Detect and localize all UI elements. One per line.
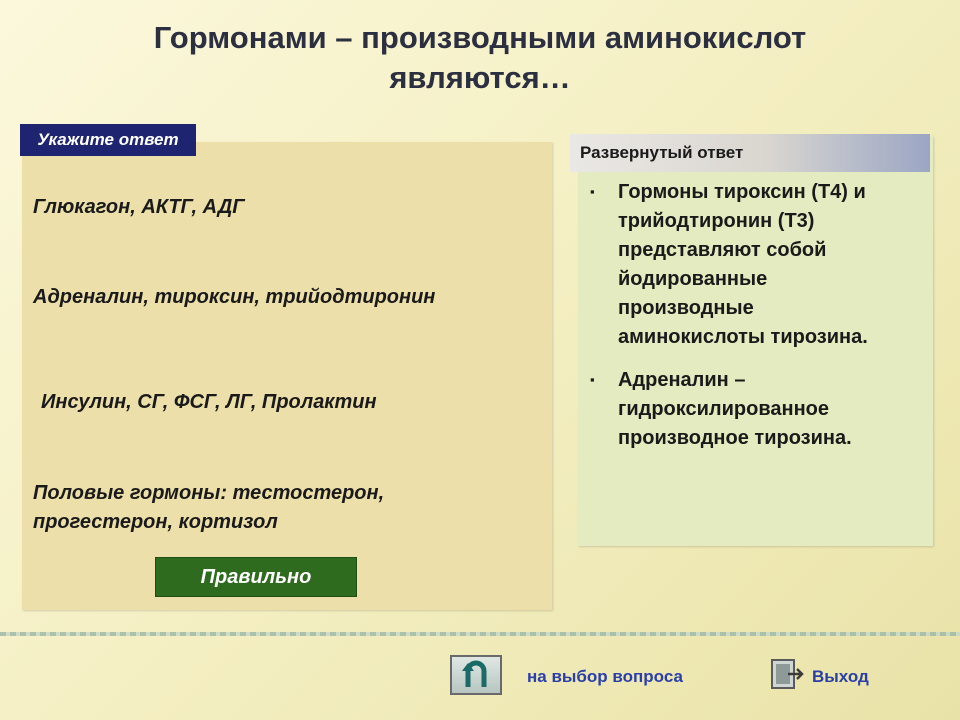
bullet-icon: ▪ [590,372,595,387]
answer-option-1[interactable]: Глюкагон, АКТГ, АДГ [33,196,245,218]
back-to-questions-link[interactable]: на выбор вопроса [527,667,683,686]
exit-link[interactable]: Выход [812,667,869,686]
explanation-header: Развернутый ответ [570,134,930,172]
footer-divider [0,632,960,636]
answer-option-4-line-2: прогестерон, кортизол [33,511,278,533]
answers-label: Укажите ответ [20,124,196,156]
answer-option-4-line-1: Половые гормоны: тестостерон, [33,482,385,504]
explanation-line: производные [618,297,754,319]
page-title [0,18,960,98]
explanation-item-1 [618,178,928,352]
u-turn-arrow-icon [452,657,500,693]
back-to-questions-button[interactable] [450,655,502,695]
explanation-line: трийодтиронин (Т3) [618,210,815,232]
exit-door-icon[interactable] [770,658,804,690]
explanation-line: Гормоны тироксин (Т4) и [618,181,866,203]
bullet-icon: ▪ [590,184,595,199]
explanation-line: Адреналин – [618,369,746,391]
explanation-line: представляют собой [618,239,827,261]
explanation-line: производное тирозина. [618,427,852,449]
title-line-1: Гормонами – производными аминокислот [153,20,807,55]
answer-option-3[interactable]: Инсулин, СГ, ФСГ, ЛГ, Пролактин [41,391,377,413]
answer-option-4[interactable] [33,479,384,537]
explanation-item-2 [618,366,928,453]
title-line-2: являются… [389,60,571,95]
answer-option-2[interactable]: Адреналин, тироксин, трийодтиронин [33,286,436,308]
explanation-line: аминокислоты тирозина. [618,326,868,348]
explanation-line: йодированные [618,268,768,290]
correct-result-button[interactable]: Правильно [155,557,357,597]
explanation-line: гидроксилированное [618,398,830,420]
